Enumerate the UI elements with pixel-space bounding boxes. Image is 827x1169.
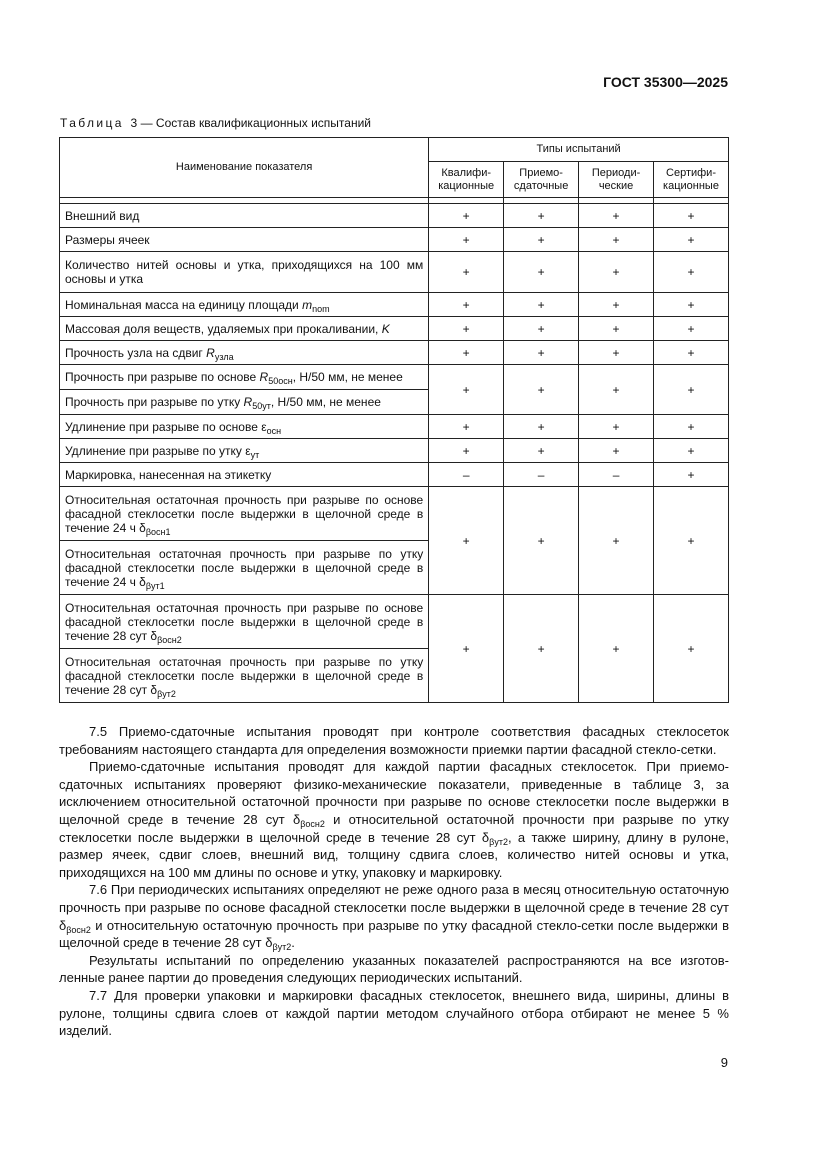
plus-mark: +: [429, 341, 504, 365]
table-caption-title: — Состав квалификационных испытаний: [140, 116, 371, 130]
minus-mark: –: [429, 463, 504, 487]
table-row: [60, 487, 729, 541]
row-label: Прочность при разрыве по основе $R_{50осн}$, Н/50 мм, не менее: [60, 365, 429, 390]
row-label: Удлинение при разрыве по основе $\varepsilon_{осн}$: [60, 415, 429, 439]
plus-mark: +: [504, 595, 579, 703]
plus-mark: +: [654, 595, 729, 703]
table-row: [60, 252, 729, 293]
plus-mark: +: [579, 204, 654, 228]
table-row: [60, 439, 729, 463]
plus-mark: +: [504, 365, 579, 415]
table-row: [60, 595, 729, 649]
plus-mark: +: [654, 228, 729, 252]
paragraph-acceptance-tests: Приемо-сдаточные испытания проводят для каждой партии фасадных стеклосеток. При приемо-сдаточных испытаниях проверяют физико-механические показатели, приведенные в таблице 3, за исключением относительной остаточной прочности при разрыве по основе стеклосетки после выдержки в щелочной среде в течение 28 сут $\delta_{\beta осн2}$ и относительной остаточной прочности при разрыве по утку стеклосетки после выдержки в щелочной среде в течение 28 сут $\delta_{\beta ут2}$, а также ширину, длину в рулоне, размер ячеек, сдвиг слоев, внешний вид, толщину сдвига слоев, количество нитей основы и утка, приходящихся на 100 мм длины по основе и утку, упаковку и маркировку.: [59, 759, 729, 880]
paragraph-7-6: 7.6 При периодических испытаниях определяют не реже одного раза в месяц относительную остаточную прочность при разрыве по основе фасадной стеклосетки после выдержки в щелочной среде в течение 28 сут $\delta_{\beta осн2}$ и относительную остаточную прочность при разрыве по утку фасадной стекло-сетки после выдержки в щелочной среде в течение 28 сут $\delta_{\beta ут2}$.: [59, 882, 729, 953]
table-caption-label: Таблица: [60, 116, 124, 130]
plus-mark: +: [429, 415, 504, 439]
plus-mark: +: [504, 204, 579, 228]
plus-mark: +: [504, 487, 579, 595]
plus-mark: +: [429, 487, 504, 595]
table-row: [60, 293, 729, 317]
table-caption-number: 3: [130, 116, 138, 130]
table-row: [60, 317, 729, 341]
plus-mark: +: [654, 341, 729, 365]
row-label: Относительная остаточная прочность при разрыве по основе фасадной стеклосетки после выдержки в щелочной среде в течение 24 ч $\delta_{\beta осн1}$: [60, 487, 429, 541]
plus-mark: +: [654, 487, 729, 595]
row-label: Внешний вид: [60, 204, 429, 228]
row-label: Прочность узла на сдвиг $R_{узла}$: [60, 341, 429, 365]
plus-mark: +: [579, 365, 654, 415]
plus-mark: +: [654, 317, 729, 341]
column-header-type: Квалифи- кационные: [429, 162, 504, 198]
plus-mark: +: [504, 317, 579, 341]
plus-mark: +: [429, 595, 504, 703]
plus-mark: +: [504, 293, 579, 317]
row-label: Размеры ячеек: [60, 228, 429, 252]
plus-mark: +: [429, 252, 504, 293]
plus-mark: +: [579, 293, 654, 317]
column-header-test-types: Типы испытаний: [429, 138, 729, 162]
plus-mark: +: [429, 365, 504, 415]
plus-mark: +: [579, 487, 654, 595]
plus-mark: +: [504, 341, 579, 365]
standard-designation: ГОСТ 35300—2025: [603, 74, 728, 90]
column-header-type: Приемо- сдаточные: [504, 162, 579, 198]
table-row: [60, 415, 729, 439]
minus-mark: –: [579, 463, 654, 487]
plus-mark: +: [579, 341, 654, 365]
plus-mark: +: [654, 204, 729, 228]
row-label: Относительная остаточная прочность при разрыве по утку фасадной стеклосетки после выдержки в щелочной среде в течение 28 сут $\delta_{\beta ут2}$: [60, 649, 429, 703]
column-header-name: Наименование показателя: [60, 138, 429, 198]
plus-mark: +: [654, 293, 729, 317]
row-label: Количество нитей основы и утка, приходящихся на 100 мм основы и утка: [60, 252, 429, 293]
row-label: Относительная остаточная прочность при разрыве по утку фасадной стеклосетки после выдержки в щелочной среде в течение 24 ч $\delta_{\beta ут1}$: [60, 541, 429, 595]
plus-mark: +: [429, 228, 504, 252]
row-label: Массовая доля веществ, удаляемых при прокаливании, K: [60, 317, 429, 341]
row-label: Номинальная масса на единицу площади $m_{nom}$: [60, 293, 429, 317]
paragraph-results: Результаты испытаний по определению указанных показателей распространяются на все изготов-ленные ранее партии до проведения следующих периодических испытаний.: [59, 952, 729, 986]
plus-mark: +: [654, 439, 729, 463]
plus-mark: +: [504, 252, 579, 293]
page-number: 9: [720, 1055, 728, 1070]
plus-mark: +: [579, 228, 654, 252]
plus-mark: +: [579, 439, 654, 463]
row-label: Относительная остаточная прочность при разрыве по основе фасадной стеклосетки после выдержки в щелочной среде в течение 28 сут $\delta_{\beta осн2}$: [60, 595, 429, 649]
plus-mark: +: [579, 595, 654, 703]
paragraph-7-5: 7.5 Приемо-сдаточные испытания проводят при контроле соответствия фасадных стеклосеток требованиям настоящего стандарта для определения возможности приемки партии фасадной стекло-сетки.: [59, 724, 729, 757]
row-label: Маркировка, нанесенная на этикетку: [60, 463, 429, 487]
plus-mark: +: [504, 228, 579, 252]
plus-mark: +: [654, 365, 729, 415]
paragraph-7-7: 7.7 Для проверки упаковки и маркировки фасадных стеклосеток, внешнего вида, ширины, длины в рулоне, толщины сдвига слоев от каждой партии методом случайного отбора отбирают не менее 5 % изделий.: [59, 987, 729, 1039]
plus-mark: +: [504, 415, 579, 439]
plus-mark: +: [654, 463, 729, 487]
plus-mark: +: [429, 204, 504, 228]
minus-mark: –: [504, 463, 579, 487]
plus-mark: +: [429, 439, 504, 463]
plus-mark: +: [579, 252, 654, 293]
plus-mark: +: [654, 415, 729, 439]
plus-mark: +: [579, 317, 654, 341]
table-row: [60, 463, 729, 487]
row-label: Прочность при разрыве по утку $R_{50ут}$, Н/50 мм, не менее: [60, 390, 429, 415]
row-label: Удлинение при разрыве по утку $\varepsilon_{ут}$: [60, 439, 429, 463]
plus-mark: +: [654, 252, 729, 293]
table-row: [60, 341, 729, 365]
column-header-type: Периоди- ческие: [579, 162, 654, 198]
plus-mark: +: [429, 317, 504, 341]
column-header-type: Сертифи- кационные: [654, 162, 729, 198]
body-text: [59, 723, 729, 1040]
qualification-tests-table: [59, 137, 729, 703]
table-row: [60, 204, 729, 228]
table-row: [60, 228, 729, 252]
table-row: [60, 365, 729, 390]
plus-mark: +: [504, 439, 579, 463]
plus-mark: +: [429, 293, 504, 317]
plus-mark: +: [579, 415, 654, 439]
table-caption: [60, 116, 371, 130]
